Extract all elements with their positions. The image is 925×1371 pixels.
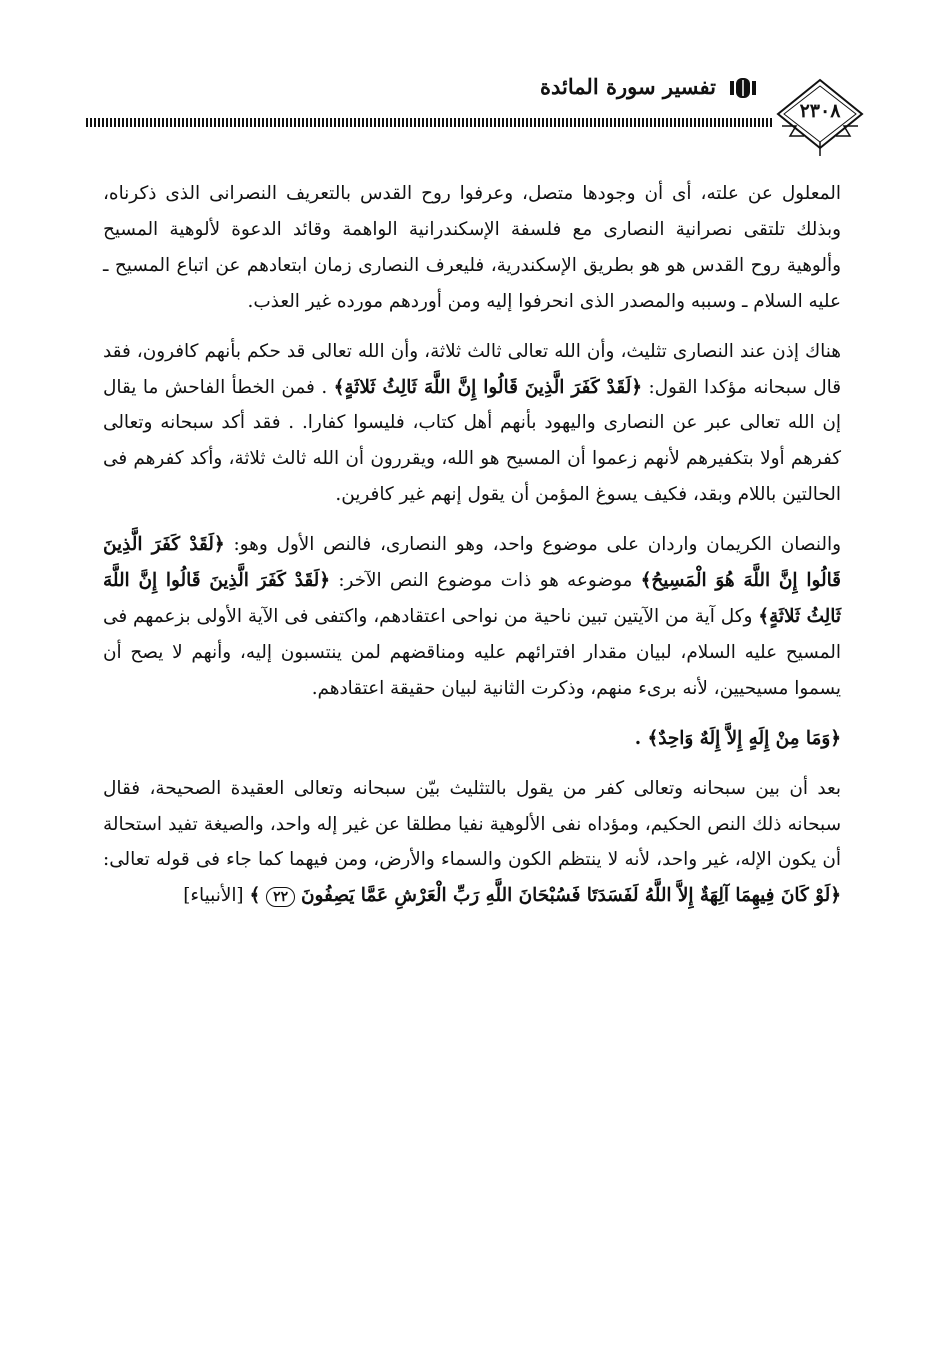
page-body [103, 176, 841, 928]
quran-verse: ﴿لَقَدْ كَفَرَ الَّذِينَ قَالُوا إِنَّ اللَّهَ هُوَ الْمَسِيحُ﴾ [103, 534, 841, 592]
page-header [86, 62, 866, 162]
running-title: تفسير سورة المائدة [540, 74, 716, 99]
verse-close-bracket: ﴾ [249, 885, 261, 907]
paragraph-text: المعلول عن علته، أى أن وجودها متصل، وعرفوا روح القدس بالتعريف النصرانى الذى ذكرناه، وبذلك تلتقى نصرانية النصارى مع فلسفة الإسكندرانية الواهمة وقائد الدعوة لألوهية المسيح وألوهية روح القدس هو هو بطريق الإسكندرية، فليعرف النصارى زمان ابتعادهم عن اتباع المسيح ـ عليه السلام ـ وسببه والمصدر الذى انحرفوا إليه ومن أوردهم مورده غير العذب. [103, 183, 841, 312]
paragraph-text: . فمن الخطأ الفاحش ما يقال إن الله تعالى عبر عن النصارى واليهود بأنهم أهل كتاب، فليسوا كفارا. . فقد أكد سبحانه وتعالى كفرهم أولا بتكفيرهم لأنهم زعموا أن المسيح هو الله، ويقررون أن الله ثالث ثلاثة، وأكد كفرهم فى الحالتين باللام وبقد، فكيف يسوغ المؤمن أن يقول إنهم غير كافرين. [103, 376, 841, 506]
page-number: ٢٣٠٨ [799, 100, 841, 122]
quran-verse: ﴿لَوْ كَانَ فِيهِمَا آلِهَةٌ إِلاَّ اللَّهُ لَفَسَدَتَا فَسُبْحَانَ اللَّهِ رَبِّ الْعَرْشِ عَمَّا يَصِفُونَ [301, 885, 841, 907]
paragraph-3 [103, 527, 841, 707]
header-rule [86, 118, 774, 127]
paragraph-text: والنصان الكريمان واردان على موضوع واحد، وهو النصارى، فالنص الأول وهو: [233, 534, 841, 556]
paragraph-text: موضوعه هو ذات موضوع النص الآخر: [338, 570, 633, 592]
paragraph-text: وكل آية من الآيتين تبين ناحية من نواحى اعتقادهم، واكتفى فى الآية الأولى بزعمهم فى المسيح عليه السلام، لبيان مقدار افترائهم عليه ومناقضهم لمن ينتسبون إليه، وأنهم لا يصح أن يسموا مسيحيين، لأنه برىء منهم، وذكرت الثانية لبيان حقيقة اعتقادهم. [103, 605, 841, 699]
paragraph-4 [103, 771, 841, 915]
page-number-badge [774, 76, 866, 162]
quran-verse: ﴿وَمَا مِنْ إِلَهٍ إِلاَّ إِلَهٌ وَاحِدٌ﴾ . [634, 727, 841, 749]
paragraph-text: هناك إذن عند النصارى تثليث، وأن الله تعالى ثالث ثلاثة، وأن الله تعالى قد حكم بأنهم كافرون، فقد قال سبحانه مؤكدا القول: [103, 340, 841, 398]
paragraph-text: بعد أن بين سبحانه وتعالى كفر من يقول بالتثليث بيّن سبحانه وتعالى العقيدة الصحيحة، فقال سبحانه ذلك النص الحكيم، ومؤداه نفى الألوهية نفيا مطلقا عن غير إله واحد، والصيغة تفيد استحالة أن يكون الإله، غير واحد، لأنه لا ينتظم الكون والسماء والأرض، ومن فيهما كما جاء فى قوله تعالى: [103, 777, 841, 871]
quran-verse: ﴿لَقَدْ كَفَرَ الَّذِينَ قَالُوا إِنَّ اللَّهَ ثَالِثُ ثَلاثَةٍ﴾ [333, 376, 642, 398]
surah-reference: [الأنبياء] [183, 885, 244, 907]
quran-verse: ﴿لَقَدْ كَفَرَ الَّذِينَ قَالُوا إِنَّ اللَّهَ ثَالِثُ ثَلاثَةٍ﴾ [103, 570, 841, 627]
paragraph-2 [103, 334, 841, 514]
header-ornament-icon [728, 75, 758, 101]
ayah-number-marker: ٢٢ [266, 887, 295, 907]
standalone-verse [103, 721, 841, 757]
paragraph-1 [103, 176, 841, 320]
